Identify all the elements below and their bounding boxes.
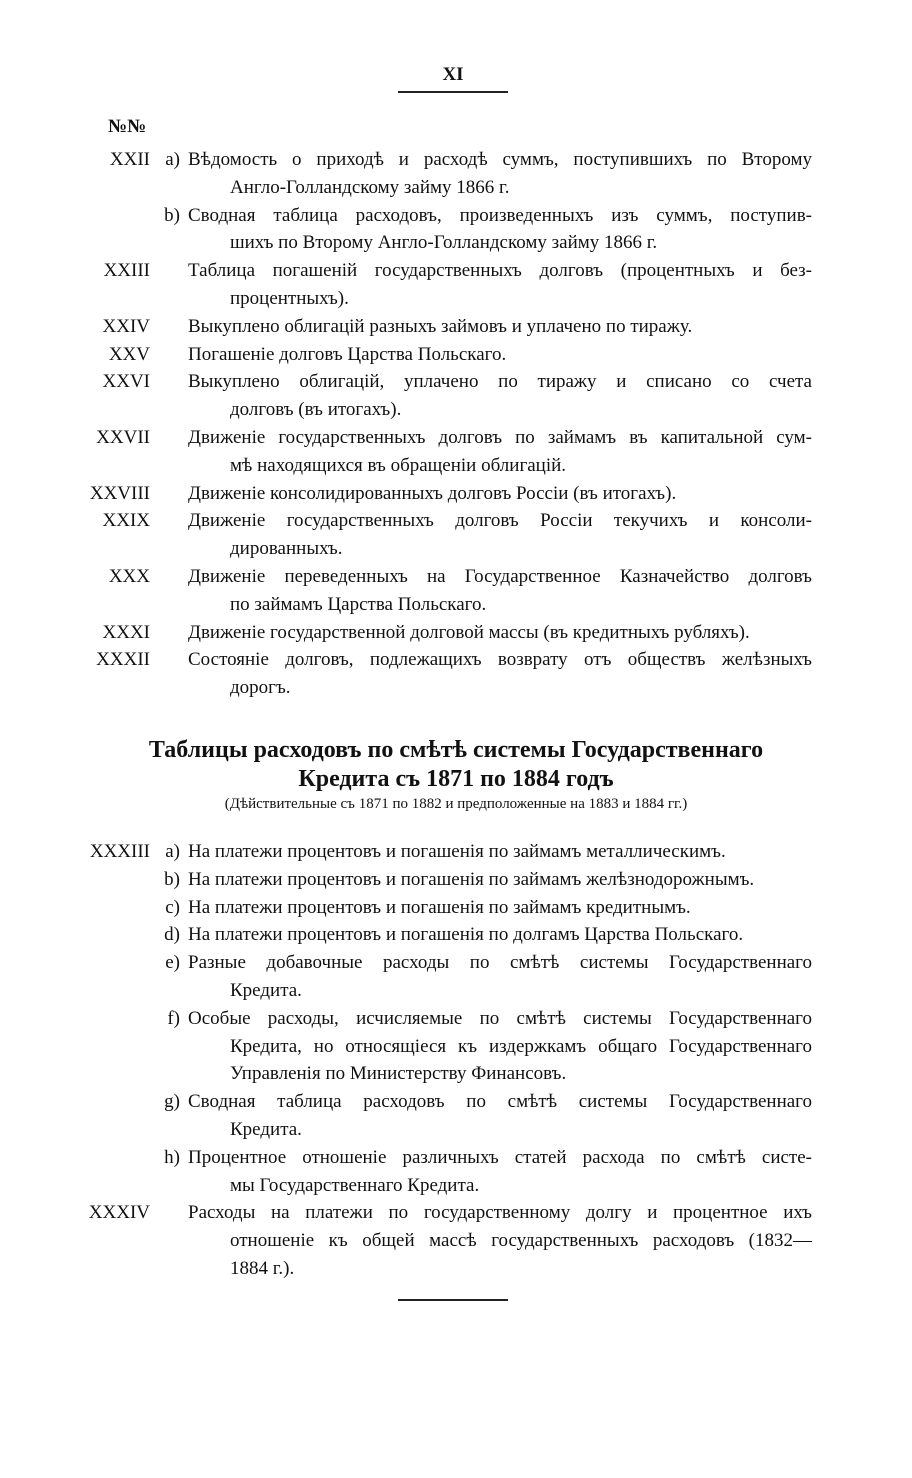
entry-text: мы Государственнаго Кредита. [230,1174,480,1196]
entry-letter: f) [167,1007,180,1029]
entry-number: XXX [108,565,150,587]
page-number: XI [442,64,464,85]
list-entry [0,424,912,480]
entry-text: Разные добавочные расходы по смѣтѣ системы Государственнаго [188,952,812,974]
entry-line [0,535,912,563]
entry-text: шихъ по Второму Англо-Голландскому займу 1866 г. [230,232,658,254]
entry-line [0,563,912,591]
entry-text: дированныхъ. [230,538,343,560]
entry-number: XXXIII [89,841,150,862]
entry-line [0,866,912,894]
entry-text: На платежи процентовъ и погашенiя по займамъ желѣзнодорожнымъ. [188,868,755,890]
entry-text: Движенiе консолидированныхъ долговъ Россiи (въ итогахъ). [188,482,677,504]
entry-text: мѣ находящихся въ обращенiи облигацiй. [230,454,567,476]
entry-line [0,285,912,313]
entry-line [0,202,912,230]
bottom-rule [398,1299,508,1301]
heading-line-1: Таблицы расходовъ по смѣтѣ системы Государственнаго [148,737,764,763]
entry-line [0,1255,912,1283]
entry-number: XXII [109,149,150,170]
list-entry [0,1088,912,1144]
entry-number: XXV [108,343,150,365]
entry-letter: c) [165,896,180,918]
entry-line [0,1060,912,1088]
entry-letter: a) [165,841,180,862]
entry-text: по займамъ Царства Польскаго. [230,593,487,615]
entry-text: Вѣдомость о приходѣ и расходѣ суммъ, поступившихъ по Второму [188,149,812,170]
entry-line [0,313,912,341]
entry-line [0,949,912,977]
list-entry [0,507,912,563]
heading-line-2: Кредита съ 1871 по 1884 годъ [298,766,614,792]
entry-line [0,368,912,396]
entry-letter: d) [164,924,180,946]
entry-text: дорогъ. [230,677,291,699]
entry-line [0,838,912,866]
entry-number: XXXII [96,649,150,671]
list-entry [0,866,912,894]
list-entry [0,202,912,258]
entry-number: XXXI [102,621,150,643]
entry-line [0,674,912,702]
entry-line [0,646,912,674]
entry-letter: b) [164,868,180,890]
entry-line [0,424,912,452]
numbers-header: №№ [108,116,147,137]
entry-letter: e) [165,952,180,974]
entry-text: Особые расходы, исчисляемые по смѣтѣ системы Государственнаго [188,1007,812,1029]
list-entry [0,921,912,949]
top-rule [398,91,508,93]
entry-number: XXIV [102,315,150,337]
contents-list-section-1 [0,146,912,702]
list-entry [0,619,912,647]
entry-text: На платежи процентовъ и погашенiя по займамъ кредитнымъ. [188,896,691,918]
entry-letter: b) [164,204,180,226]
entry-number: XXVII [96,426,150,448]
entry-line [0,396,912,424]
entry-text: Состоянiе долговъ, подлежащихъ возврату отъ обществъ желѣзныхъ [188,649,812,671]
entry-line [0,1116,912,1144]
entry-line [0,146,912,174]
section-heading [90,736,822,794]
entry-line [0,977,912,1005]
entry-text: Кредита. [230,979,302,1001]
entry-text: На платежи процентовъ и погашенiя по долгамъ Царства Польскаго. [188,924,744,946]
entry-line [0,921,912,949]
entry-text: Движенiе государственныхъ долговъ по займамъ въ капитальной сум- [188,426,812,448]
entry-text: Сводная таблица расходовъ по смѣтѣ системы Государственнаго [188,1091,812,1113]
entry-line [0,229,912,257]
entry-line [0,1227,912,1255]
list-entry [0,368,912,424]
entry-text: На платежи процентовъ и погашенiя по займамъ металлическимъ. [188,841,726,862]
entry-text: Англо-Голландскому займу 1866 г. [230,176,510,198]
entry-line [0,591,912,619]
entry-text: отношенiе къ общей массѣ государственныхъ расходовъ (1832— [230,1230,812,1252]
entry-number: XXXIV [88,1202,150,1224]
entry-line [0,1144,912,1172]
entry-text: Движенiе переведенныхъ на Государственное Казначейство долговъ [188,565,812,587]
list-entry [0,1199,912,1282]
contents-list-section-2 [0,838,912,1283]
entry-number: XXIII [103,260,150,282]
entry-line [0,174,912,202]
entry-letter: a) [165,149,180,170]
entry-text: долговъ (въ итогахъ). [230,399,402,421]
entry-line [0,894,912,922]
entry-text: Процентное отношенiе различныхъ статей расхода по смѣтѣ систе- [188,1146,812,1168]
entry-text: процентныхъ). [230,287,349,309]
entry-text: Управленiя по Министерству Финансовъ. [230,1063,567,1085]
list-entry [0,1144,912,1200]
list-entry [0,313,912,341]
list-entry [0,646,912,702]
entry-line [0,257,912,285]
list-entry [0,949,912,1005]
list-entry [0,563,912,619]
entry-letter: h) [164,1146,180,1168]
list-entry [0,257,912,313]
entry-line [0,1172,912,1200]
entry-text: Выкуплено облигацiй, уплачено по тиражу и списано со счета [188,371,812,393]
entry-line [0,480,912,508]
list-entry [0,341,912,369]
entry-number: XXVIII [89,482,150,504]
list-entry [0,1005,912,1088]
entry-text: Расходы на платежи по государственному долгу и процентное ихъ [188,1202,812,1224]
section-subtitle: (Дѣйствительные съ 1871 по 1882 и предположенные на 1883 и 1884 гг.) [224,796,688,812]
list-entry [0,838,912,866]
entry-text: Сводная таблица расходовъ, произведенныхъ изъ суммъ, поступив- [188,204,812,226]
list-entry [0,894,912,922]
entry-line [0,619,912,647]
entry-text: Кредита. [230,1118,302,1140]
entry-line [0,507,912,535]
entry-text: Выкуплено облигацiй разныхъ займовъ и уплачено по тиражу. [188,315,693,337]
entry-line [0,452,912,480]
entry-line [0,1199,912,1227]
entry-text: Движенiе государственныхъ долговъ Россiи текучихъ и консоли- [188,510,812,532]
entry-text: 1884 г.). [230,1257,295,1279]
entry-text: Таблица погашенiй государственныхъ долговъ (процентныхъ и без- [188,260,812,282]
entry-text: Погашенiе долговъ Царства Польскаго. [188,343,507,365]
entry-line [0,1005,912,1033]
entry-line [0,1088,912,1116]
entry-letter: g) [164,1091,180,1113]
entry-text: Движенiе государственной долговой массы (въ кредитныхъ рубляхъ). [188,621,750,643]
entry-number: XXIX [102,510,150,532]
list-entry [0,480,912,508]
entry-line [0,1033,912,1061]
entry-line [0,341,912,369]
entry-text: Кредита, но относящiеся къ издержкамъ общаго Государственнаго [230,1035,812,1057]
list-entry [0,146,912,202]
entry-number: XXVI [102,371,150,393]
